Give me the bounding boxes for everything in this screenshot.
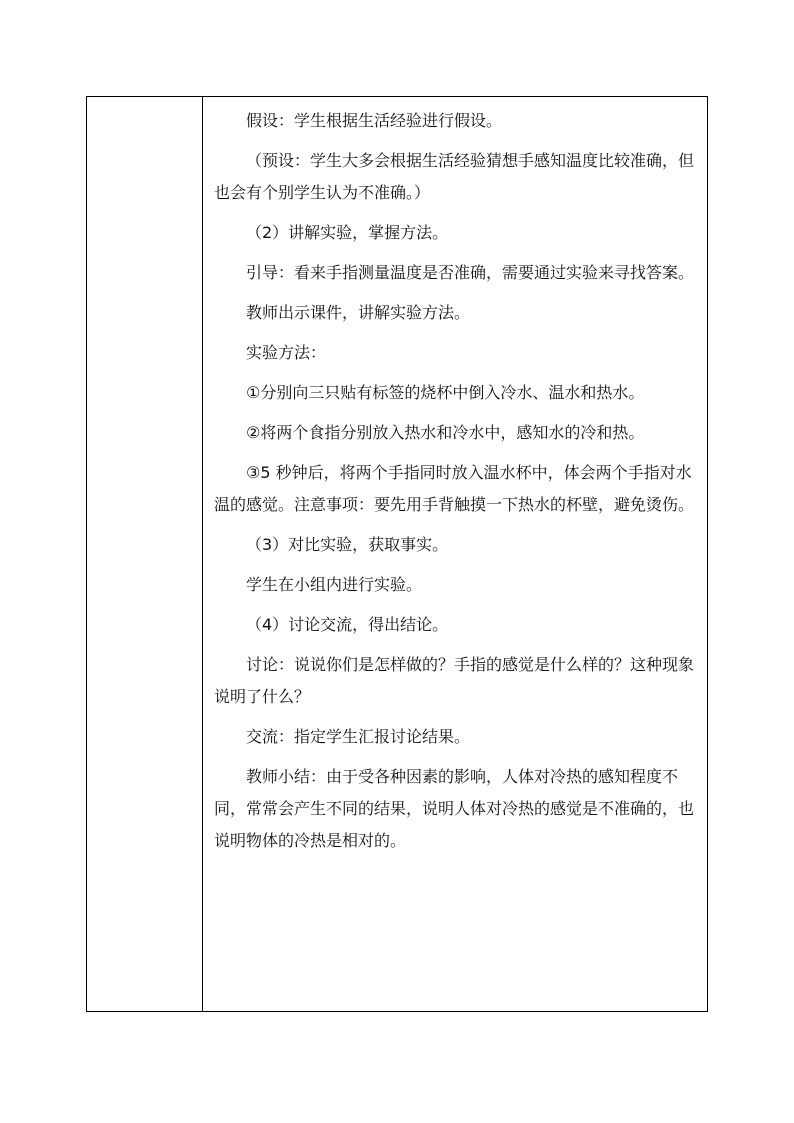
paragraph-method-3: ③5 秒钟后，将两个手指同时放入温水杯中，体会两个手指对水温的感觉。注意事项：要先用手背触摸一下热水的杯壁，避免烫伤。 — [214, 463, 695, 514]
paragraph-method-1: ①分别向三只贴有标签的烧杯中倒入冷水、温水和热水。 — [246, 383, 645, 402]
paragraph-summary: 教师小结：由于受各种因素的影响，人体对冷热的感知程度不同，常常会产生不同的结果，说明人体对冷热的感觉是不准确的，也说明物体的冷热是相对的。 — [214, 767, 695, 850]
paragraph-preset: （预设：学生大多会根据生活经验猜想手感知温度比较准确，但也会有个别学生认为不准确。） — [214, 151, 695, 202]
paragraph-step-3: （3）对比实验，获取事实。 — [246, 535, 449, 554]
paragraph-exchange: 交流：指定学生汇报讨论结果。 — [246, 727, 471, 746]
paragraph-hypothesis: 假设：学生根据生活经验进行假设。 — [246, 111, 503, 130]
paragraph-method-2: ②将两个食指分别放入热水和冷水中，感知水的冷和热。 — [246, 423, 645, 442]
lesson-table — [86, 96, 708, 1012]
table-content-cell — [203, 97, 707, 1011]
paragraph-discussion: 讨论：说说你们是怎样做的？手指的感觉是什么样的？这种现象说明了什么？ — [214, 655, 695, 706]
paragraph-method-heading: 实验方法： — [246, 343, 327, 362]
paragraph-group-experiment: 学生在小组内进行实验。 — [246, 575, 423, 594]
paragraph-teacher-shows: 教师出示课件，讲解实验方法。 — [246, 303, 471, 322]
table-left-cell — [87, 97, 203, 1011]
paragraph-guide: 引导：看来手指测量温度是否准确，需要通过实验来寻找答案。 — [246, 263, 695, 282]
paragraph-step-2: （2）讲解实验，掌握方法。 — [246, 223, 449, 242]
paragraph-step-4: （4）讨论交流，得出结论。 — [246, 615, 449, 634]
